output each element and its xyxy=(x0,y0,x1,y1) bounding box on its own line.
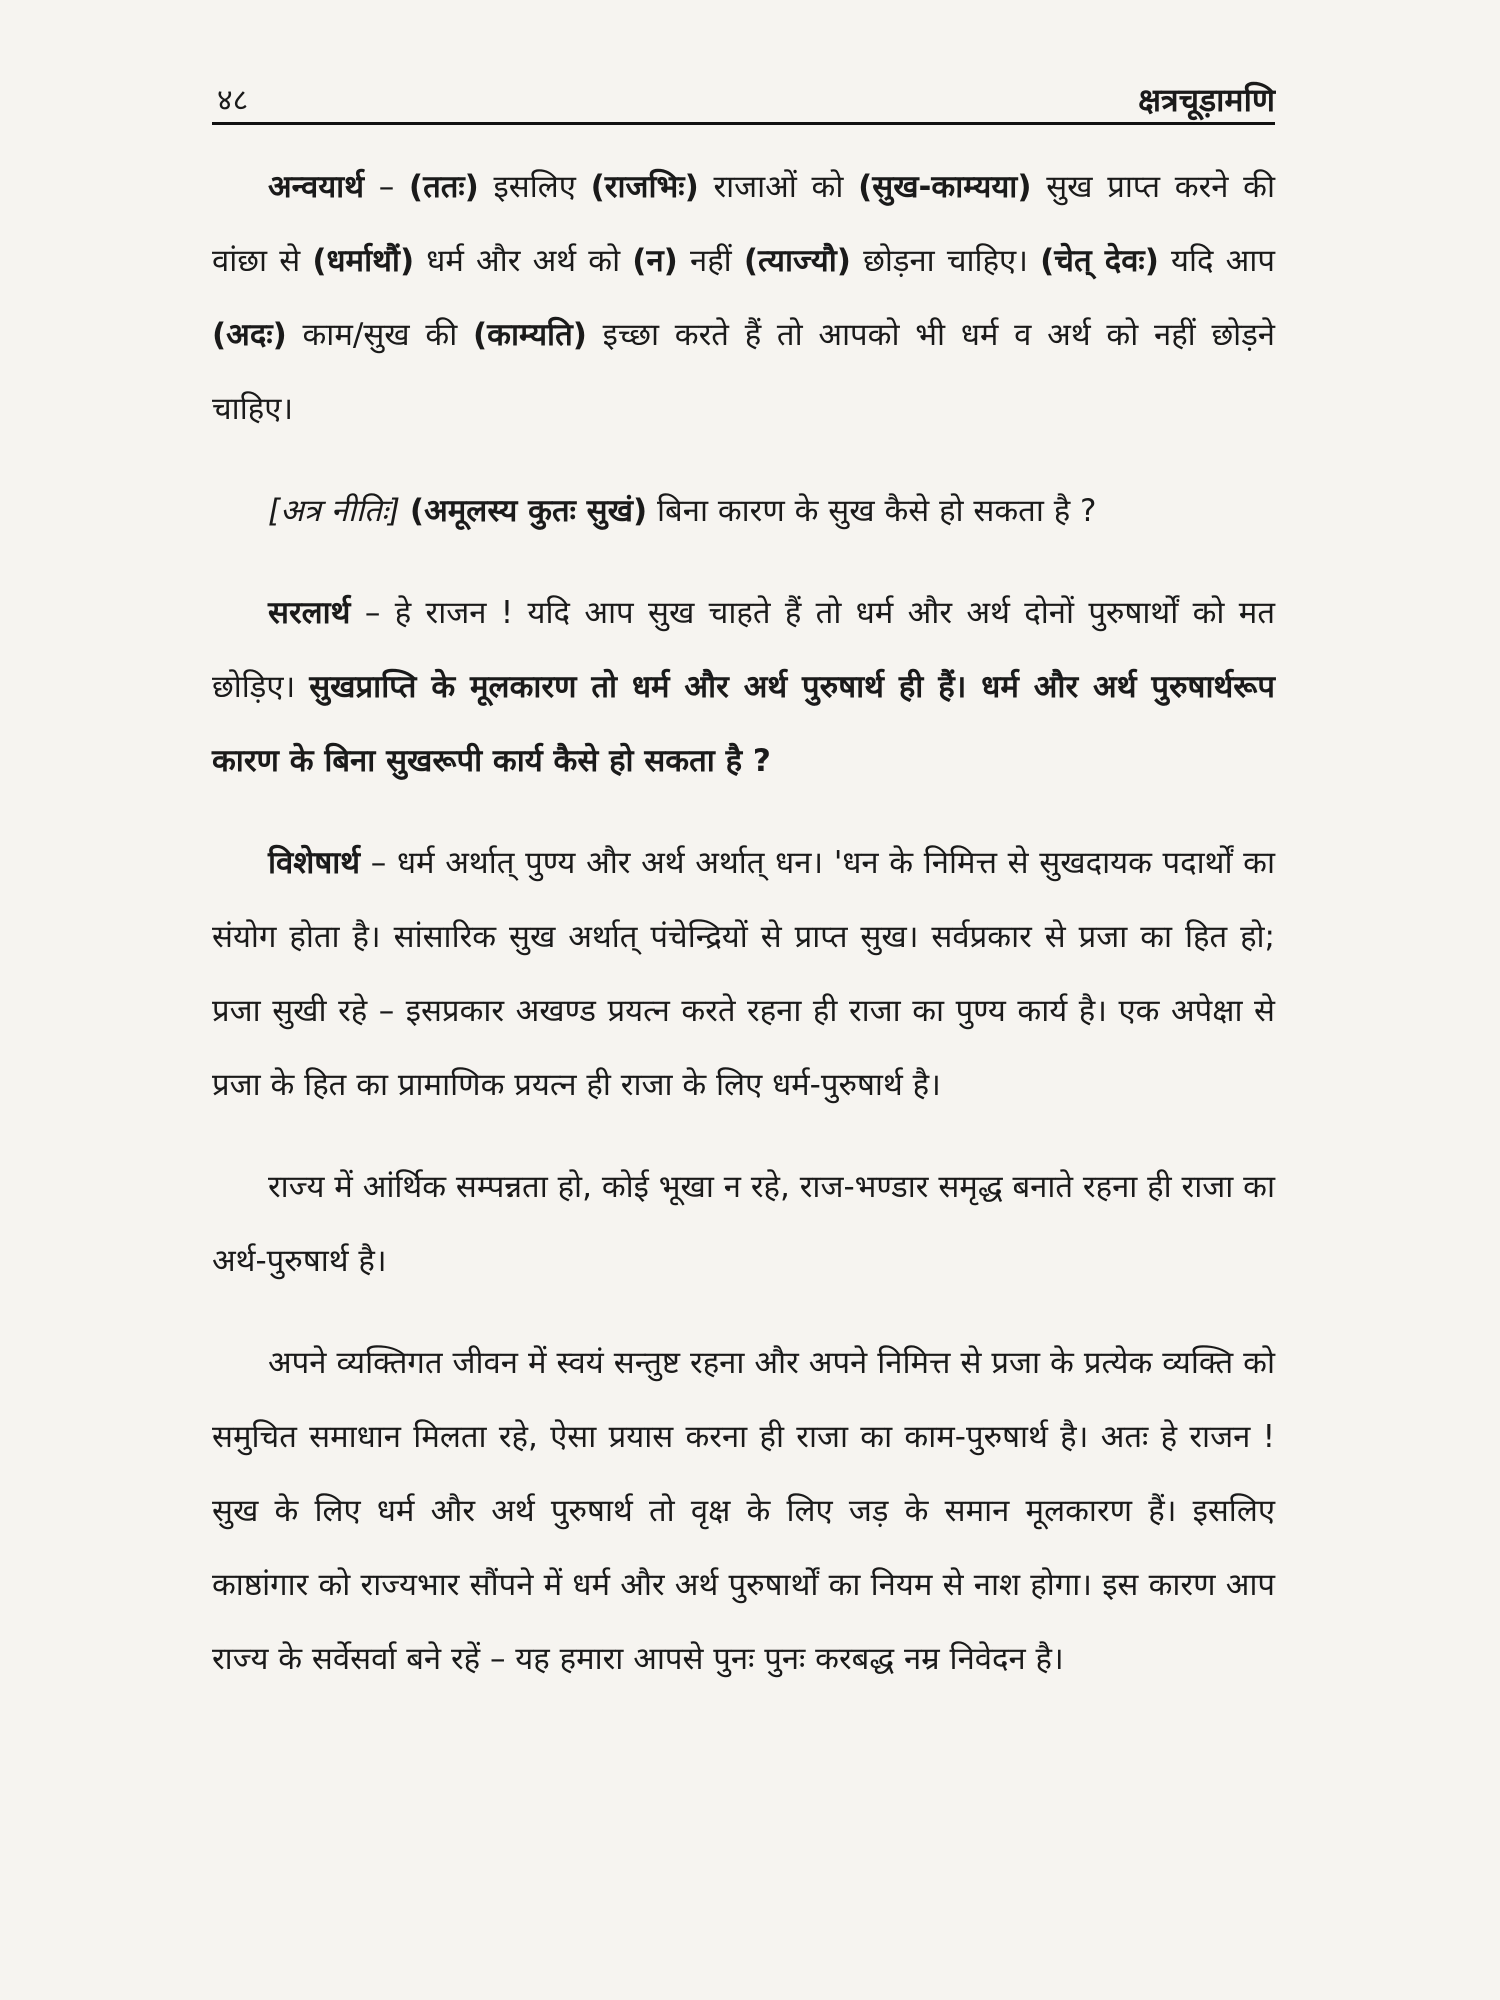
gloss: राजाओं को xyxy=(698,169,859,205)
sanskrit-term: (चेत् देवः) xyxy=(1040,243,1159,279)
sanskrit-term: (त्याज्यौ) xyxy=(743,243,851,279)
gloss: इच्छा करते हैं तो आपको भी धर्म व अर्थ को नहीं छोड़ने चाहिए। xyxy=(212,317,1275,427)
gloss: यदि आप xyxy=(1158,243,1275,279)
sanskrit-term: (काम्यति) xyxy=(472,317,587,353)
page-number: ४८ xyxy=(217,83,249,118)
sanskrit-term: (ततः) xyxy=(408,169,479,205)
niti-text: बिना कारण के सुख कैसे हो सकता है ? xyxy=(647,493,1097,529)
saralartha-text: हे राजन ! यदि आप सुख चाहते हैं तो धर्म और अर्थ दोनों पुरुषार्थों को मत छोड़िए। xyxy=(212,595,1275,705)
niti-phrase: (अमूलस्य कुतः सुखं) xyxy=(409,493,648,529)
artha-paragraph: राज्य में आंर्थिक सम्पन्नता हो, कोई भूखा न रहे, राज-भण्डार समृद्ध बनाते रहना ही राजा का अर्थ-पुरुषार्थ है। xyxy=(212,1169,1275,1279)
visheshartha-paragraph xyxy=(212,826,1275,1122)
sanskrit-term: (अदः) xyxy=(212,317,287,353)
gloss: काम/सुख की xyxy=(286,317,473,353)
gloss: धर्म और अर्थ को xyxy=(414,243,633,279)
anvayartha-paragraph xyxy=(212,150,1275,446)
page-content xyxy=(212,150,1275,1724)
niti-label: [अत्र नीतिः] xyxy=(268,493,401,529)
sanskrit-term: (न) xyxy=(632,243,678,279)
visheshartha-label: विशेषार्थ xyxy=(268,845,361,881)
dash: – xyxy=(364,169,409,205)
saralartha-label: सरलार्थ xyxy=(268,595,351,631)
page-header xyxy=(212,78,1275,118)
saralartha-bold-text: सुखप्राप्ति के मूलकारण तो धर्म और अर्थ पुरुषार्थ ही हैं। धर्म और अर्थ पुरुषार्थरूप कारण के बिना सुखरूपी कार्य कैसे हो सकता है ? xyxy=(212,669,1276,779)
niti-paragraph xyxy=(212,474,1275,548)
sanskrit-term: (राजभिः) xyxy=(590,169,699,205)
gloss: छोड़ना चाहिए। xyxy=(850,243,1041,279)
header-rule xyxy=(212,122,1275,125)
anvayartha-label: अन्वयार्थ xyxy=(268,169,365,205)
kama-paragraph: अपने व्यक्तिगत जीवन में स्वयं सन्तुष्ट रहना और अपने निमित्त से प्रजा के प्रत्येक व्यक्ति को समुचित समाधान मिलता रहे, ऐसा प्रयास करना ही राजा का काम-पुरुषार्थ है। अतः हे राजन ! सुख के लिए धर्म और अर्थ पुरुषार्थ तो वृक्ष के लिए जड़ के समान मूलकारण हैं। इसलिए काष्ठांगार को राज्यभार सौंपने में धर्म और अर्थ पुरुषार्थों का नियम से नाश होगा। इस कारण आप राज्य के सर्वेसर्वा बने रहें – यह हमारा आपसे पुनः पुनः करबद्ध नम्र निवेदन है। xyxy=(212,1345,1275,1677)
visheshartha-text: धर्म अर्थात् पुण्य और अर्थ अर्थात् धन। 'धन के निमित्त से सुखदायक पदार्थों का संयोग होता है। सांसारिक सुख अर्थात् पंचेन्द्रियों से प्राप्त सुख। सर्वप्रकार से प्रजा का हित हो; प्रजा सुखी रहे – इसप्रकार अखण्ड प्रयत्न करते रहना ही राजा का पुण्य कार्य है। एक अपेक्षा से प्रजा के हित का प्रामाणिक प्रयत्न ही राजा के लिए धर्म-पुरुषार्थ है। xyxy=(212,845,1275,1103)
saralartha-paragraph xyxy=(212,576,1275,798)
dash: – xyxy=(350,595,395,631)
dash: – xyxy=(360,845,397,881)
sanskrit-term: (धर्माथौं) xyxy=(312,243,415,279)
gloss: नहीं xyxy=(677,243,744,279)
running-title: क्षत्रचूड़ामणि xyxy=(1138,81,1275,119)
sanskrit-term: (सुख-काम्यया) xyxy=(858,169,1032,205)
gloss: सुख प्राप्त करने की वांछा से xyxy=(212,169,1275,279)
gloss: इसलिए xyxy=(478,169,591,205)
